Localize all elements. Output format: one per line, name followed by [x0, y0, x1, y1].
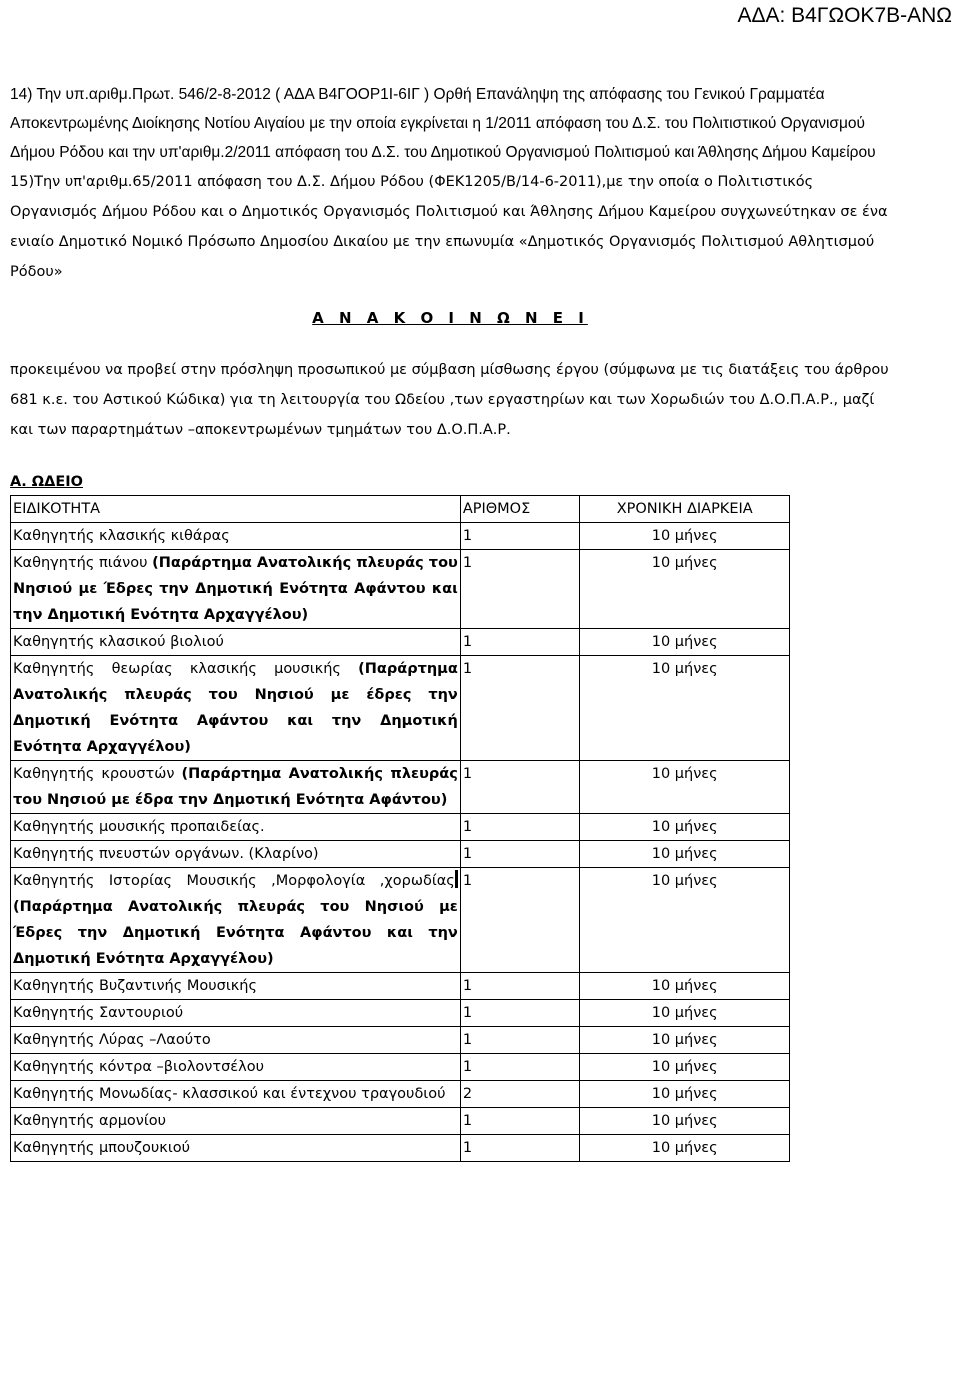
specialty-title: Καθηγητής πιάνου — [13, 555, 148, 571]
specialty-title: Καθηγητής Λύρας –Λαούτο — [13, 1032, 211, 1048]
cell-duration: 10 μήνες — [580, 1108, 790, 1135]
cell-duration: 10 μήνες — [580, 1000, 790, 1027]
specialty-title: Καθηγητής μουσικής προπαιδείας. — [13, 819, 265, 835]
positions-table — [10, 495, 790, 1162]
specialty-title: Καθηγητής κλασικής κιθάρας — [13, 528, 230, 544]
table-row — [11, 868, 790, 973]
cell-specialty — [11, 523, 461, 550]
table-header-row — [11, 496, 790, 523]
cell-count: 1 — [460, 973, 580, 1000]
cell-specialty — [11, 868, 461, 973]
cell-duration: 10 μήνες — [580, 1027, 790, 1054]
cell-duration: 10 μήνες — [580, 973, 790, 1000]
cell-specialty — [11, 1027, 461, 1054]
specialty-note: (Παράρτημα Ανατολικής πλευράς του Νησιού με Έδρες την Δημοτική Ενότητα Αφάντου και την Δημοτική Ενότητα Αρχαγγέλου) — [13, 899, 458, 967]
cell-duration: 10 μήνες — [580, 656, 790, 761]
cell-specialty — [11, 841, 461, 868]
cell-duration: 10 μήνες — [580, 523, 790, 550]
cell-count: 1 — [460, 1054, 580, 1081]
cell-count: 1 — [460, 1135, 580, 1162]
ada-code: ΑΔΑ: Β4ΓΩΟΚ7Β-ΑΝΩ — [737, 4, 952, 27]
table-row — [11, 1081, 790, 1108]
cell-count: 1 — [460, 656, 580, 761]
specialty-title: Καθηγητής Μονωδίας- κλασσικού και έντεχνου τραγουδιού — [13, 1086, 446, 1102]
table-row — [11, 629, 790, 656]
cell-duration: 10 μήνες — [580, 1054, 790, 1081]
specialty-note: (Παράρτημα Ανατολικής πλευράς του Νησιού με έδρες την Δημοτική Ενότητα Αφάντου και την Δημοτική Ενότητα Αρχαγγέλου) — [13, 661, 458, 755]
document-body — [10, 80, 890, 1162]
cell-count: 1 — [460, 1000, 580, 1027]
cell-count: 1 — [460, 550, 580, 629]
specialty-title: Καθηγητής μπουζουκιού — [13, 1140, 191, 1156]
header-specialty: ΕΙΔΙΚΟΤΗΤΑ — [11, 496, 461, 523]
specialty-title: Καθηγητής Σαντουριού — [13, 1005, 184, 1021]
specialty-title: Καθηγητής κρουστών — [13, 766, 175, 782]
table-row — [11, 1000, 790, 1027]
cell-specialty — [11, 1054, 461, 1081]
specialty-title: Καθηγητής πνευστών οργάνων. (Κλαρίνο) — [13, 846, 319, 862]
cell-specialty — [11, 761, 461, 814]
section-title: Α. ΩΔΕΙΟ — [10, 474, 83, 490]
cell-specialty — [11, 629, 461, 656]
table-row — [11, 1135, 790, 1162]
cell-specialty — [11, 973, 461, 1000]
table-row — [11, 761, 790, 814]
cell-count: 1 — [460, 868, 580, 973]
cell-duration: 10 μήνες — [580, 1081, 790, 1108]
cell-duration: 10 μήνες — [580, 629, 790, 656]
cell-duration: 10 μήνες — [580, 1135, 790, 1162]
cell-count: 1 — [460, 1108, 580, 1135]
intro-paragraph-14: 14) Την υπ.αριθμ.Πρωτ. 546/2-8-2012 ( ΑΔΑ Β4ΓΟΟΡ1Ι-6ΙΓ ) Ορθή Επανάληψη της απόφασης του Γενικού Γραμματέα Αποκεντρωμένης Διοίκησης Νοτίου Αιγαίου με την οποία εγκρίνεται η 1/2011 απόφαση του Δ.Σ. του Πολιτιστικού Οργανισμού Δήμου Ρόδου και την υπ'αριθμ.2/2011 απόφαση του Δ.Σ. του Δημοτικού Οργανισμού Πολιτισμού και Άθλησης Δήμου Καμείρου — [10, 86, 876, 161]
specialty-title: Καθηγητής κλασικού βιολιού — [13, 634, 224, 650]
specialty-note: (Παράρτημα Ανατολικής πλευράς του Νησιού με Έδρες την Δημοτική Ενότητα Αφάντου και την Δημοτική Ενότητα Αρχαγγέλου) — [13, 555, 458, 623]
table-row — [11, 973, 790, 1000]
cell-count: 1 — [460, 1027, 580, 1054]
announcement-heading: Α Ν Α Κ Ο Ι Ν Ω Ν Ε Ι — [312, 309, 588, 327]
specialty-title: Καθηγητής κόντρα –βιολοντσέλου — [13, 1059, 264, 1075]
specialty-title: Καθηγητής θεωρίας κλασικής μουσικής — [13, 661, 341, 677]
cell-count: 2 — [460, 1081, 580, 1108]
table-row — [11, 656, 790, 761]
positions-table-body — [11, 496, 790, 1162]
cell-duration: 10 μήνες — [580, 761, 790, 814]
cell-duration: 10 μήνες — [580, 868, 790, 973]
cell-duration: 10 μήνες — [580, 814, 790, 841]
table-row — [11, 1054, 790, 1081]
announcement-text: προκειμένου να προβεί στην πρόσληψη προσωπικού με σύμβαση μίσθωσης έργου (σύμφωνα με τις διατάξεις του άρθρου 681 κ.ε. του Αστικού Κώδικα) για τη λειτουργία του Ωδείου ,των εργαστηρίων και των Χορωδιών του Δ.Ο.Π.Α.Ρ., μαζί και των παραρτημάτων –αποκεντρωμένων τμημάτων του Δ.Ο.Π.Α.Ρ. — [10, 362, 889, 438]
cell-count: 1 — [460, 629, 580, 656]
cell-specialty — [11, 656, 461, 761]
cell-duration: 10 μήνες — [580, 550, 790, 629]
cell-specialty — [11, 1135, 461, 1162]
text-cursor-mark — [455, 870, 458, 888]
cell-specialty — [11, 550, 461, 629]
header-duration: ΧΡΟΝΙΚΗ ΔΙΑΡΚΕΙΑ — [580, 496, 790, 523]
cell-count: 1 — [460, 523, 580, 550]
table-row — [11, 550, 790, 629]
cell-specialty — [11, 1081, 461, 1108]
table-row — [11, 1027, 790, 1054]
header-count: ΑΡΙΘΜΟΣ — [460, 496, 580, 523]
cell-count: 1 — [460, 841, 580, 868]
cell-specialty — [11, 1108, 461, 1135]
cell-duration: 10 μήνες — [580, 841, 790, 868]
specialty-title: Καθηγητής Ιστορίας Μουσικής ,Μορφολογία ,χορωδίας — [13, 873, 455, 889]
table-row — [11, 523, 790, 550]
table-row — [11, 841, 790, 868]
specialty-title: Καθηγητής Βυζαντινής Μουσικής — [13, 978, 257, 994]
cell-specialty — [11, 1000, 461, 1027]
intro-paragraph-15: 15)Την υπ'αριθμ.65/2011 απόφαση του Δ.Σ. Δήμου Ρόδου (ΦΕΚ1205/Β/14-6-2011),με την οποία ο Πολιτιστικός Οργανισμός Δήμου Ρόδου και ο Δημοτικός Οργανισμός Πολιτισμού και Άθλησης Δήμου Καμείρου συγχωνεύτηκαν σε ένα ενιαίο Δημοτικό Νομικό Πρόσωπο Δημοσίου Δικαίου με την επωνυμία «Δημοτικός Οργανισμός Πολιτισμού Αθλητισμού Ρόδου» — [10, 174, 888, 280]
cell-count: 1 — [460, 761, 580, 814]
table-row — [11, 1108, 790, 1135]
specialty-title: Καθηγητής αρμονίου — [13, 1113, 167, 1129]
cell-count: 1 — [460, 814, 580, 841]
specialty-note: (Παράρτημα Ανατολικής πλευράς του Νησιού με έδρα την Δημοτική Ενότητα Αφάντου) — [13, 766, 458, 808]
table-row — [11, 814, 790, 841]
cell-specialty — [11, 814, 461, 841]
